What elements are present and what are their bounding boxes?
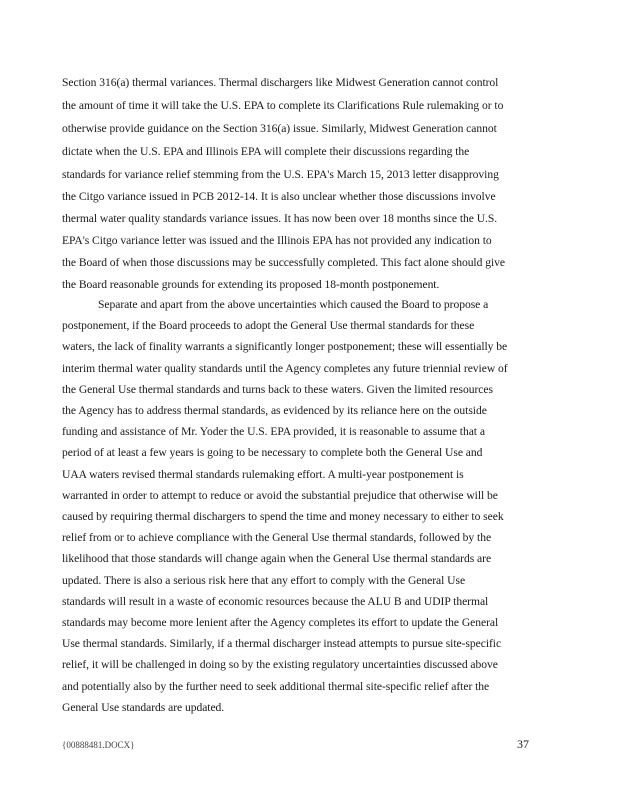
paragraph-1-line: Section 316(a) thermal variances. Thermal dischargers like Midwest Generation cannot control bbox=[62, 76, 499, 89]
paragraph-1-line: otherwise provide guidance on the Section 316(a) issue. Similarly, Midwest Generation cannot bbox=[62, 122, 497, 135]
paragraph-2-line: and potentially also by the further need to seek additional thermal site-specific relief after the bbox=[62, 679, 490, 693]
paragraph-2-line: postponement, if the Board proceeds to adopt the General Use thermal standards for these bbox=[62, 319, 475, 333]
page-number: 37 bbox=[517, 737, 529, 751]
paragraph-2-line: updated. There is also a serious risk here that any effort to comply with the General Use bbox=[62, 573, 466, 587]
paragraph-1-line: EPA's Citgo variance letter was issued and the Illinois EPA has not provided any indication to bbox=[62, 234, 492, 247]
paragraph-2-line: standards may become more lenient after the Agency completes its effort to update the General bbox=[62, 616, 499, 629]
document-id: {00888481.DOCX} bbox=[62, 740, 135, 750]
paragraph-2-line: General Use standards are updated. bbox=[62, 700, 225, 714]
paragraph-1-line: the Citgo variance issued in PCB 2012-14. It is also unclear whether those discussions involve bbox=[62, 190, 496, 203]
paragraph-2-line: Separate and apart from the above uncertainties which caused the Board to propose a bbox=[98, 298, 489, 311]
paragraph-2-line: interim thermal water quality standards until the Agency completes any future triennial review of bbox=[62, 361, 508, 375]
paragraph-2-line: Use thermal standards. Similarly, if a thermal discharger instead attempts to pursue site-specific bbox=[62, 637, 502, 651]
paragraph-2-line: the Agency has to address thermal standards, as evidenced by its reliance here on the outside bbox=[62, 404, 487, 417]
paragraph-1-line: the amount of time it will take the U.S. EPA to complete its Clarifications Rule rulemaking or to bbox=[62, 99, 504, 112]
paragraph-2-line: likelihood that those standards will change again when the General Use thermal standards are bbox=[62, 552, 492, 566]
paragraph-1-line: the Board of when those discussions may be successfully completed. This fact alone should give bbox=[62, 256, 505, 269]
paragraph-2-line: caused by requiring thermal dischargers to spend the time and money necessary to either to seek bbox=[62, 510, 504, 523]
paragraph-2-line: relief, it will be challenged in doing so by the existing regulatory uncertainties discussed above bbox=[62, 658, 498, 672]
paragraph-2-line: UAA waters revised thermal standards rulemaking effort. A multi-year postponement is bbox=[62, 467, 464, 481]
paragraph-2-line: warranted in order to attempt to reduce or avoid the substantial prejudice that otherwise will be bbox=[62, 488, 498, 502]
paragraph-2-line: relief from or to achieve compliance with the General Use thermal standards, followed by the bbox=[62, 531, 492, 545]
paragraph-2-line: standards will result in a waste of economic resources because the ALU B and UDIP thermal bbox=[62, 594, 489, 608]
paragraph-2-line: funding and assistance of Mr. Yoder the U.S. EPA provided, it is reasonable to assume that a bbox=[62, 425, 485, 439]
paragraph-1-line: dictate when the U.S. EPA and Illinois EPA will complete their discussions regarding the bbox=[62, 145, 470, 158]
paragraph-2-line: period of at least a few years is going to be necessary to complete both the General Use and bbox=[62, 446, 483, 460]
paragraph-2-line: the General Use thermal standards and turns back to these waters. Given the limited resources bbox=[62, 382, 493, 396]
paragraph-1-line: the Board reasonable grounds for extending its proposed 18-month postponement. bbox=[62, 278, 440, 291]
paragraph-2-line: waters, the lack of finality warrants a significantly longer postponement; these will essentially be bbox=[62, 340, 508, 354]
paragraph-1-line: standards for variance relief stemming from the U.S. EPA's March 15, 2013 letter disapproving bbox=[62, 168, 499, 181]
paragraph-1-line: thermal water quality standards variance issues. It has now been over 18 months since the U.S. bbox=[62, 212, 498, 225]
